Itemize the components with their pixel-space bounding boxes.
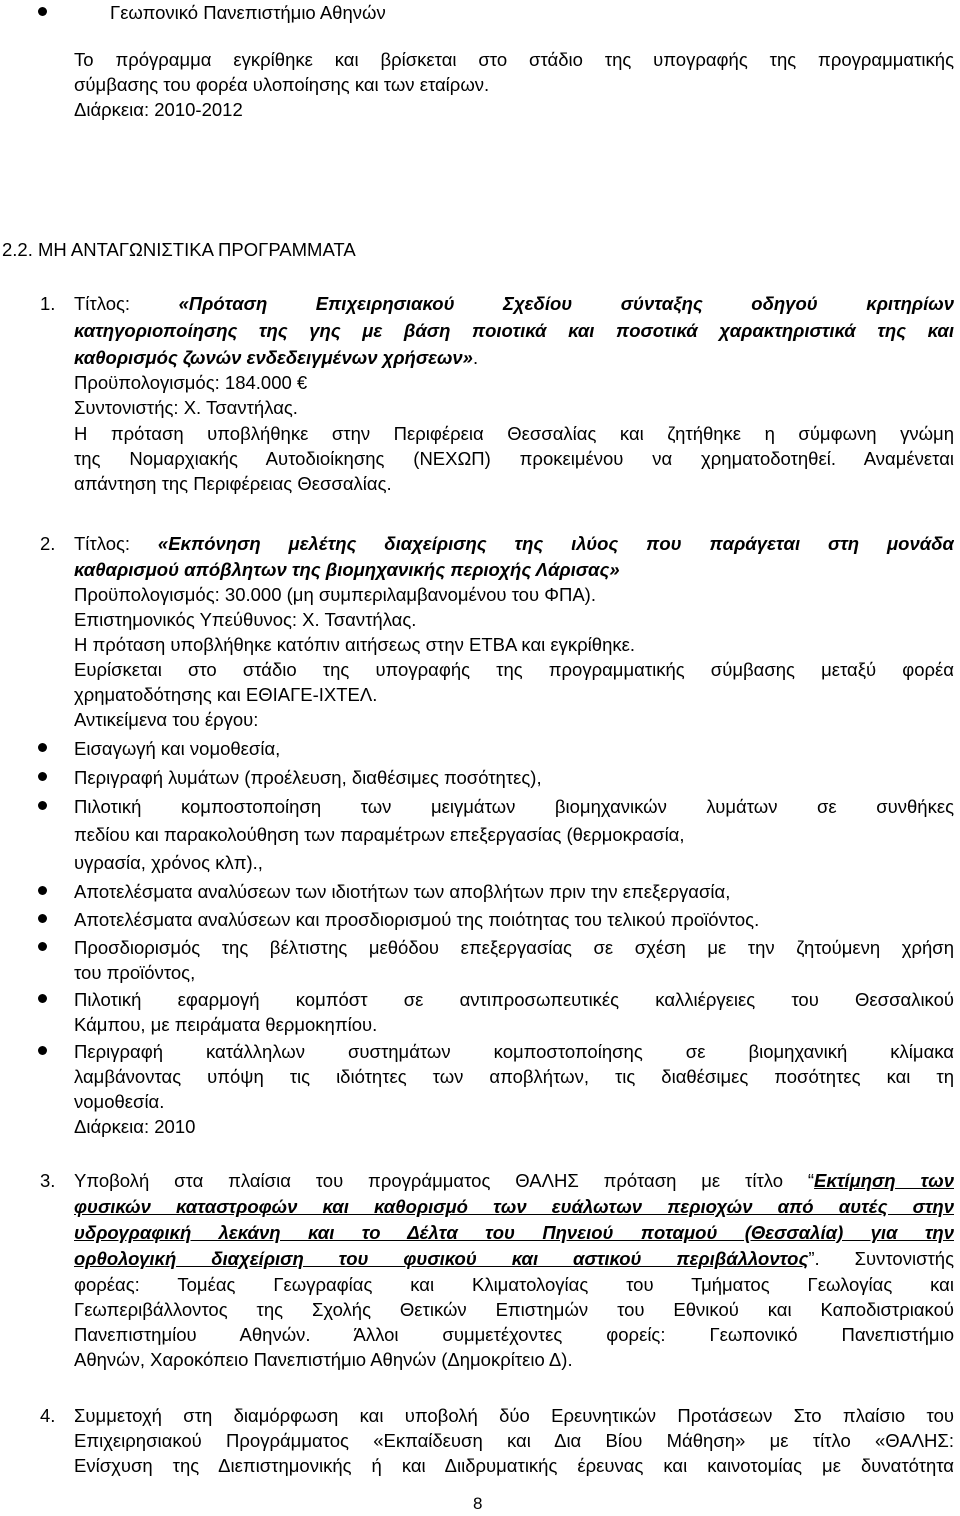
- item-number: 3.: [40, 1170, 56, 1191]
- item3-line: Αθηνών, Χαροκόπειο Πανεπιστήμιο Αθηνών (Δημοκρίτειο Δ).: [74, 1349, 573, 1370]
- bullet-icon: [38, 886, 47, 895]
- item3-line: [74, 1168, 954, 1193]
- item3-title-line: υδρογραφική λεκάνη και το Δέλτα του Πηνειού ποταμού (Θεσσαλία) για την: [74, 1222, 954, 1243]
- item3-line: φορέας: Τομέας Γεωγραφίας και Κλιματολογίας του Τμήματος Γεωλογίας και: [74, 1274, 954, 1295]
- stage-line: χρηματοδότησης και ΕΘΙΑΓΕ-ΙΧΤΕΛ.: [74, 684, 378, 705]
- budget-value: Προϋπολογισμός: 184.000: [74, 372, 297, 393]
- item3-title: ορθολογική διαχείριση του φυσικού και αστικού περιβάλλοντος: [74, 1248, 809, 1269]
- list-item-cont: του προϊόντος,: [74, 962, 196, 983]
- item-number: 4.: [40, 1405, 56, 1426]
- list-item-cont: νομοθεσία.: [74, 1091, 165, 1112]
- bullet-icon: [38, 914, 47, 923]
- item-number: 1.: [40, 293, 56, 314]
- item2-title-line: [74, 531, 954, 556]
- list-item: Προσδιορισμός της βέλτιστης μεθόδου επεξεργασίας σε σχέση με την ζητούμενη χρήση: [74, 937, 954, 958]
- bullet-icon: [38, 994, 47, 1003]
- scientific-lead-text: Επιστημονικός Υπεύθυνος: Χ. Τσαντήλας.: [74, 609, 417, 630]
- budget-text: Προϋπολογισμός: 30.000 (μη συμπεριλαμβανομένου του ΦΠΑ).: [74, 584, 596, 605]
- list-item: Περιγραφή κατάλληλων συστημάτων κομποστοποίησης σε βιομηχανική κλίμακα: [74, 1041, 954, 1062]
- title-label: Τίτλος:: [74, 293, 179, 314]
- item-number: 2.: [40, 533, 56, 554]
- bullet-item: Γεωπονικό Πανεπιστήμιο Αθηνών: [110, 2, 386, 23]
- title-text: καθορισμός ζωνών ενδεδειγμένων χρήσεων»: [74, 347, 473, 368]
- item3-line: Πανεπιστημίου Αθηνών. Άλλοι συμμετέχοντες φορείς: Γεωπονικό Πανεπιστήμιο: [74, 1324, 954, 1345]
- list-item: Εισαγωγή και νομοθεσία,: [74, 738, 281, 759]
- item3-text: ”. Συντονιστής: [808, 1248, 954, 1269]
- bullet-icon: [38, 1046, 47, 1055]
- desc-line: απάντηση της Περιφέρειας Θεσσαλίας.: [74, 473, 392, 494]
- section-heading: 2.2. ΜΗ ΑΝΤΑΓΩΝΙΣΤΙΚΑ ΠΡΟΓΡΑΜΜΑΤΑ: [2, 239, 356, 260]
- item1-title-line: [74, 345, 478, 370]
- list-item: Αποτελέσματα αναλύσεων και προσδιορισμού της ποιότητας του τελικού προϊόντος.: [74, 909, 760, 930]
- page-number: 8: [473, 1494, 483, 1513]
- desc-line: Η πρόταση υποβλήθηκε στην Περιφέρεια Θεσσαλίας και ζητήθηκε η σύμφωνη γνώμη: [74, 423, 954, 444]
- coordinator-text: Συντονιστής: Χ. Τσαντήλας.: [74, 397, 298, 418]
- para-line: Το πρόγραμμα εγκρίθηκε και βρίσκεται στο στάδιο της υπογραφής της προγραμματικής: [74, 49, 954, 70]
- item1-title-line: κατηγοριοποίησης της γης με βάση ποιοτικά και ποσοτικά χαρακτηριστικά της και: [74, 320, 954, 341]
- list-item: Αποτελέσματα αναλύσεων των ιδιοτήτων των αποβλήτων πριν την επεξεργασία,: [74, 881, 731, 902]
- item3-line: [74, 1246, 954, 1271]
- item2-title-line: καθαρισμού απόβλητων της βιομηχανικής περιοχής Λάρισας»: [74, 559, 620, 580]
- bullet-icon: [38, 942, 47, 951]
- item3-title-line: φυσικών καταστροφών και καθορισμό των ευάλωτων περιοχών από αυτές στην: [74, 1196, 954, 1217]
- title-end: .: [472, 347, 479, 368]
- item4-line: Επιχειρησιακού Προγράμματος «Εκπαίδευση και Δια Βίου Μάθηση» με τίτλο «ΘΑΛΗΣ:: [74, 1430, 954, 1451]
- item3-text: Υποβολή στα πλαίσια του προγράμματος ΘΑΛΗΣ πρόταση με τίτλο “: [74, 1170, 815, 1191]
- item3-title: Εκτίμηση των: [814, 1170, 954, 1191]
- title-label: Τίτλος:: [74, 533, 158, 554]
- euro-icon: €: [296, 372, 308, 393]
- list-item-cont: υγρασία, χρόνος κλπ).,: [74, 852, 263, 873]
- bullet-icon: [38, 772, 47, 781]
- bullet-icon: [38, 7, 47, 16]
- item4-line: Ενίσχυση της Διεπιστημονικής ή και Διιδρυματικής έρευνας και καινοτομίας με δυνατότητα: [74, 1455, 954, 1476]
- desc-line: της Νομαρχιακής Αυτοδιοίκησης (ΝΕΧΩΠ) προκειμένου να χρηματοδοτηθεί. Αναμένεται: [74, 448, 954, 469]
- list-item-cont: Κάμπου, με πειράματα θερμοκηπίου.: [74, 1014, 378, 1035]
- duration-text: Διάρκεια: 2010-2012: [74, 99, 243, 120]
- list-item: Πιλοτική εφαρμογή κομπόστ σε αντιπροσωπευτικές καλλιέργειες του Θεσσαλικού: [74, 989, 954, 1010]
- title-text: «Πρόταση Επιχειρησιακού Σχεδίου σύνταξης οδηγού κριτηρίων: [178, 293, 954, 314]
- bullet-icon: [38, 801, 47, 810]
- item1-title-line: [74, 291, 954, 316]
- approval-text: Η πρόταση υποβλήθηκε κατόπιν αιτήσεως στην ΕΤΒΑ και εγκρίθηκε.: [74, 634, 635, 655]
- list-item-cont: λαμβάνοντας υπόψη τις ιδιότητες των αποβλήτων, τις διαθέσιμες ποσότητες και τη: [74, 1066, 954, 1087]
- item4-line: Συμμετοχή στη διαμόρφωση και υποβολή δύο Ερευνητικών Προτάσεων Στο πλαίσιο του: [74, 1405, 954, 1426]
- budget-text: [74, 370, 307, 395]
- title-text: «Εκπόνηση μελέτης διαχείρισης της ιλύος που παράγεται στη μονάδα: [157, 533, 954, 554]
- list-item: Πιλοτική κομποστοποίηση των μειγμάτων βιομηχανικών λυμάτων σε συνθήκες: [74, 796, 954, 817]
- bullet-icon: [38, 743, 47, 752]
- objects-label: Αντικείμενα του έργου:: [74, 709, 259, 730]
- list-item: Περιγραφή λυμάτων (προέλευση, διαθέσιμες ποσότητες),: [74, 767, 542, 788]
- duration-text: Διάρκεια: 2010: [74, 1116, 196, 1137]
- stage-line: Ευρίσκεται στο στάδιο της υπογραφής της προγραμματικής σύμβασης μεταξύ φορέα: [74, 659, 954, 680]
- item3-line: Γεωπεριβάλλοντος της Σχολής Θετικών Επιστημών του Εθνικού και Καποδιστριακού: [74, 1299, 954, 1320]
- para-line: σύμβασης του φορέα υλοποίησης και των εταίρων.: [74, 74, 490, 95]
- list-item-cont: πεδίου και παρακολούθηση των παραμέτρων επεξεργασίας (θερμοκρασία,: [74, 824, 685, 845]
